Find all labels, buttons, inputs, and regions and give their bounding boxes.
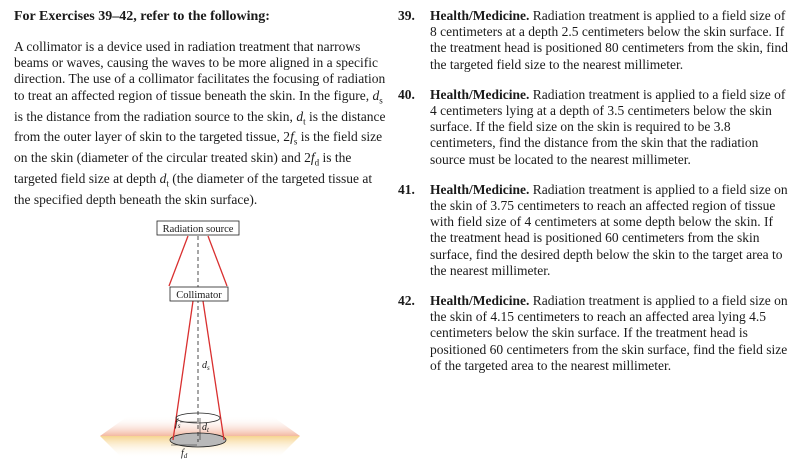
exercise-topic: Health/Medicine. [430,8,530,23]
fd-label: $f_d$ [181,448,188,460]
radiation-source-label: Radiation source [162,224,234,235]
intro-text-4: is the field size on the skin (diameter of the circular treated skin) and 2 [14,129,383,166]
fs-label: $f_s$ [175,418,181,430]
intro-text-3: is the distance from the outer layer of skin to the targeted tissue, 2 [14,108,386,145]
exercises-heading: For Exercises 39–42, refer to the following: [14,9,270,24]
exercise-42 [398,293,790,374]
var-fd-sub: d [314,157,320,168]
exercise-39 [398,8,790,73]
collimator-diagram [100,218,300,471]
var-ds-sub: s [379,95,383,106]
exercise-number: 40. [398,86,415,102]
var-fs: f [290,129,294,145]
exercise-text: Radiation treatment is applied to a field size on the skin of 4.15 centimeters to reach an affected area lying 4.5 centimeters below the skin surface. If the treatment head is positioned 60 centimeters from the skin surface, find the field size of the targeted area to the nearest millimeter. [430,293,788,373]
var-dt-sub: t [303,116,306,127]
exercise-topic: Health/Medicine. [430,181,530,197]
ds-label: $d_s$ [202,360,210,372]
exercise-topic: Health/Medicine. [430,86,530,102]
exercise-41 [398,182,790,279]
var-dt-2: d [159,171,167,187]
exercise-text: Radiation treatment is applied to a field size of 8 centimeters at a depth 2.5 centimeters below the skin surface. If the treatment head is positioned 80 centimeters from the skin, find the targeted field size to the nearest millimeter. [430,8,789,72]
exercises-column [398,8,790,388]
var-dt: d [296,108,304,124]
var-fs-sub: s [293,137,298,148]
beam-upper-left [169,236,188,286]
exercise-40 [398,87,790,168]
exercise-number: 39. [398,8,415,23]
intro-column [14,8,386,208]
var-ds: d [372,87,380,103]
beam-upper-right [208,236,227,286]
intro-text-1: A collimator is a device used in radiation treatment that narrows beams or waves, causing the waves to be more aligned in a specific direction. The use of a collimator facilitates the focusing of radiation to treat an affected region of tissue beneath the skin. In the figure, [14,39,386,103]
intro-paragraph [14,39,386,208]
intro-text-6: (the diameter of the targeted tissue at the specified depth beneath the skin surface). [14,171,373,208]
var-fd: f [310,150,315,166]
intro-text-2: is the distance from the radiation source to the skin, [14,108,297,124]
exercise-text: Radiation treatment is applied to a field size of 4 centimeters lying at a depth of 3.5 centimeters below the skin surface. If the field size on the skin is required to be 3.8 centimeters, find the distance from the skin that the radiation source must be located to the nearest millimeter. [430,86,786,167]
var-dt-2-sub: t [166,178,169,189]
exercise-text: Radiation treatment is applied to a field size on the skin of 3.75 centimeters to reach an affected region of tissue with field size of 4 centimeters at some depth below the skin. If the treatment head is positioned 60 centimeters from the skin surface, find the desired depth below the skin to the target area to the nearest millimeter. [430,181,788,278]
exercise-number: 42. [398,293,415,309]
exercise-topic: Health/Medicine. [430,293,530,309]
collimator-label: Collimator [176,290,222,301]
exercise-number: 41. [398,181,415,197]
dt-label: $d_t$ [202,422,209,434]
intro-text-5: is the targeted field size at depth [14,150,352,187]
